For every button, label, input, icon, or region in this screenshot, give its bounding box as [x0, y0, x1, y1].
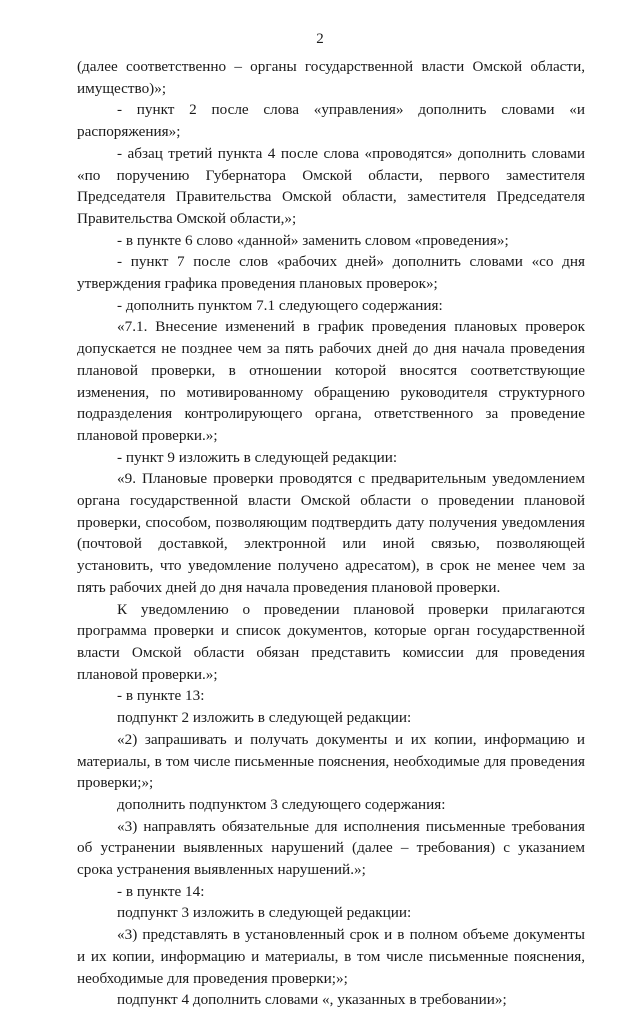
paragraph: «3) направлять обязательные для исполнения письменные требования об устранении выявленных нарушений (далее – требования) с указанием срока устранения выявленных нарушений.»;: [77, 817, 585, 879]
paragraph: - абзац третий пункта 4 после слова «проводятся» дополнить словами «по поручению Губернатора Омской области, первого заместителя Председателя Правительства Омской области, заместителя Председателя Правительства Омской области,»;: [77, 144, 585, 227]
paragraph: - пункт 2 после слова «управления» дополнить словами «и распоряжения»;: [77, 101, 585, 141]
paragraph: подпункт 2 изложить в следующей редакции:: [117, 709, 412, 727]
paragraph: подпункт 3 изложить в следующей редакции:: [117, 904, 412, 922]
paragraph: (далее соответственно – органы государственной власти Омской области, имущество)»;: [77, 58, 585, 97]
paragraph: - дополнить пунктом 7.1 следующего содержания:: [117, 296, 443, 314]
paragraph: «7.1. Внесение изменений в график проведения плановых проверок допускается не позднее чем за пять рабочих дней до дня начала проведения плановой проверки, в отношении которой вносятся соответствующие изменения, по мотивированному обращению руководителя структурного подразделения контролирующего органа, ответственного за проведение плановой проверки.»;: [77, 318, 585, 444]
paragraph: - пункт 7 после слов «рабочих дней» дополнить словами «со дня утверждения графика проведения плановых проверок»;: [77, 253, 585, 293]
paragraph: - в пункте 13:: [117, 687, 205, 705]
paragraph: «9. Плановые проверки проводятся с предварительным уведомлением органа государственной власти Омской области о проведении плановой проверки, способом, позволяющим подтвердить дату получения уведомления (почтовой доставкой, электронной или иной связью, позволяющей установить, что уведомление получено адресатом), в срок не менее чем за пять рабочих дней до дня начала проведения плановой проверки.: [77, 470, 585, 596]
paragraph: «2) запрашивать и получать документы и их копии, информацию и материалы, в том числе письменные пояснения, необходимые для проведения проверки;»;: [77, 730, 585, 792]
paragraph: - пункт 9 изложить в следующей редакции:: [117, 448, 398, 466]
paragraph: - в пункте 6 слово «данной» заменить словом «проведения»;: [117, 231, 509, 249]
paragraph: К уведомлению о проведении плановой проверки прилагаются программа проверки и список документов, которые орган государственной власти Омской области обязан представить комиссии для проведения плановой проверки.»;: [77, 600, 585, 683]
paragraph: - в пункте 14:: [117, 882, 205, 900]
document-body: [77, 56, 585, 1011]
paragraph: дополнить подпунктом 3 следующего содержания:: [117, 795, 446, 813]
paragraph: «3) представлять в установленный срок и в полном объеме документы и их копии, информацию и материалы, в том числе письменные пояснения, необходимые для проведения проверки;»;: [77, 926, 585, 987]
page-number: 2: [316, 31, 324, 47]
paragraph: подпункт 4 дополнить словами «, указанных в требовании»;: [117, 991, 507, 1009]
